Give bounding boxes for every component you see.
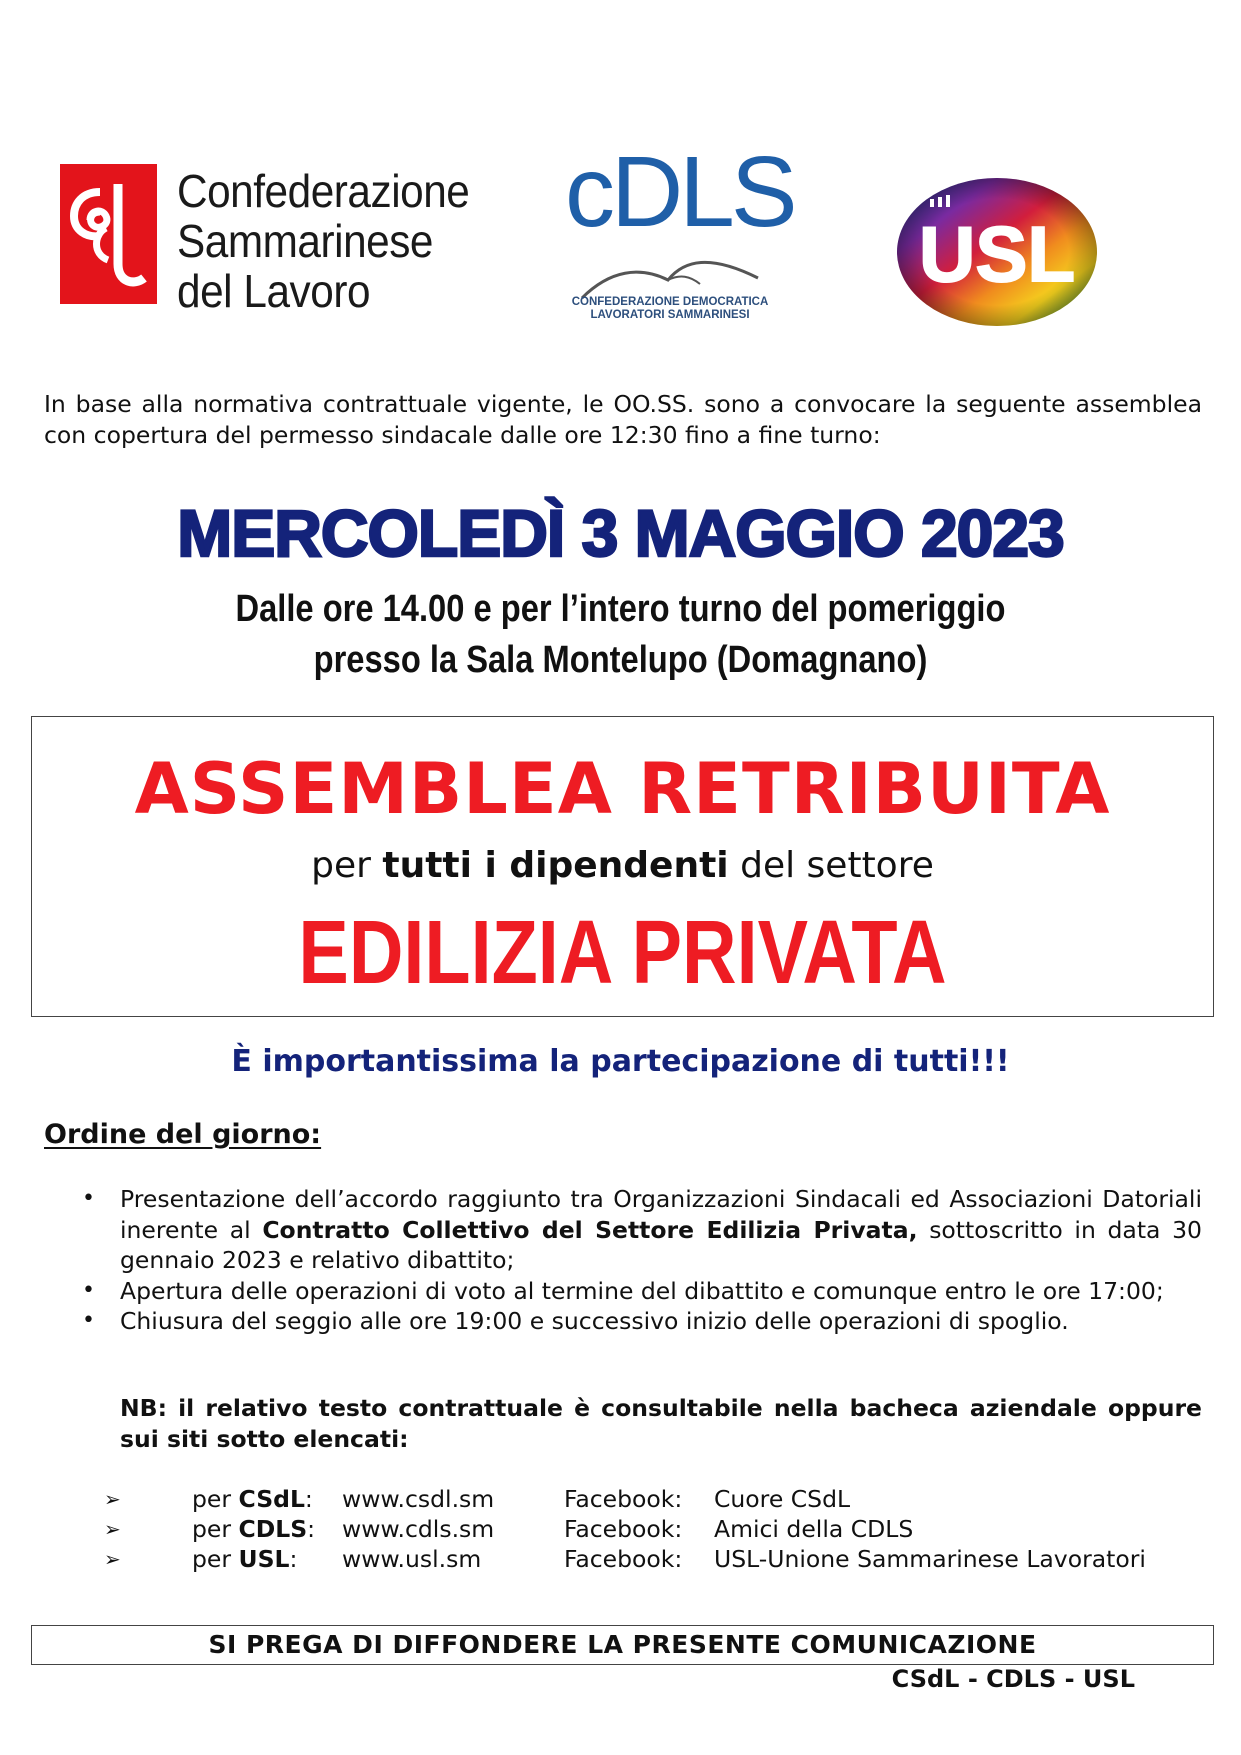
- arrow-bullet-icon: ➢: [104, 1517, 121, 1541]
- csdl-name: [177, 166, 469, 316]
- cdls-wordmark: cDLS: [565, 136, 794, 248]
- cdls-logo: [560, 136, 794, 340]
- usl-wordmark: USL: [919, 210, 1075, 298]
- bullet-icon: •: [82, 1308, 95, 1333]
- assembly-place: presso la Sala Montelupo (Domagnano): [313, 639, 928, 681]
- csdl-logo: [60, 164, 480, 317]
- agenda-item-text: sottoscritto in data 30 gennaio 2023 e relativo dibattito;: [120, 1215, 1203, 1274]
- arrow-bullet-icon: ➢: [104, 1487, 121, 1511]
- cdls-subtitle-line: LAVORATORI SAMMARINESI: [590, 309, 750, 321]
- agenda-item-text: Apertura delle operazioni di voto al termine del dibattito e comunque entro le ore 17:00;: [120, 1276, 1164, 1305]
- bullet-icon: •: [82, 1277, 95, 1303]
- link-facebook-label: Facebook:: [564, 1515, 683, 1543]
- agenda-item: [82, 1306, 1202, 1337]
- banner-subtitle: [32, 844, 1213, 888]
- link-org-prefix: per: [192, 1545, 239, 1573]
- agenda-item: [82, 1184, 1202, 1276]
- arrow-bullet-icon: ➢: [104, 1547, 121, 1571]
- usl-logo: [892, 175, 1102, 330]
- nb-note: NB: il relativo testo contrattuale è consultabile nella bacheca aziendale oppure sui siti sotto elencati:: [120, 1394, 1202, 1453]
- link-facebook-label: Facebook:: [564, 1545, 683, 1573]
- links-list: [104, 1484, 1214, 1574]
- link-row-usl: [104, 1544, 1214, 1574]
- banner-title: ASSEMBLEA RETRIBUITA: [134, 748, 1111, 830]
- assembly-time: Dalle ore 14.00 e per l’intero turno del pomeriggio: [235, 588, 1006, 630]
- intro-paragraph: In base alla normativa contrattuale vigente, le OO.SS. sono a convocare la seguente assemblea con copertura del permesso sindacale dalle ore 12:30 fino a fine turno:: [44, 390, 1202, 449]
- agenda-item-text: Chiusura del seggio alle ore 19:00 e successivo inizio delle operazioni di spoglio.: [120, 1307, 1069, 1335]
- link-website[interactable]: www.csdl.sm: [342, 1485, 495, 1513]
- cdls-arc-icon: [580, 240, 760, 300]
- csdl-name-line: Confederazione: [177, 165, 470, 217]
- link-facebook-page[interactable]: Cuore CSdL: [714, 1485, 851, 1513]
- csdl-emblem-icon: [60, 164, 157, 304]
- banner-subtitle-bold: tutti i dipendenti: [382, 845, 729, 886]
- csdl-name-line: Sammarinese: [177, 215, 434, 267]
- link-org-name: USL: [238, 1545, 290, 1573]
- link-org-name: CDLS: [238, 1515, 308, 1543]
- link-org: per USL:: [192, 1545, 298, 1573]
- assembly-date: MERCOLEDÌ 3 MAGGIO 2023: [177, 496, 1064, 570]
- cdls-subtitle: [560, 296, 780, 322]
- link-org: per CDLS:: [192, 1515, 316, 1543]
- banner-subtitle-pre: per: [311, 845, 383, 886]
- link-facebook-page[interactable]: USL-Unione Sammarinese Lavoratori: [714, 1545, 1146, 1573]
- agenda-item: [82, 1276, 1202, 1307]
- agenda-title: Ordine del giorno:: [44, 1119, 322, 1150]
- cdls-subtitle-line: CONFEDERAZIONE DEMOCRATICA: [571, 296, 769, 308]
- link-row-csdl: [104, 1484, 1214, 1514]
- link-org-prefix: per: [192, 1485, 239, 1513]
- link-website[interactable]: www.usl.sm: [342, 1545, 482, 1573]
- banner-subtitle-post: del settore: [728, 845, 934, 886]
- bullet-icon: •: [82, 1186, 95, 1211]
- link-org: per CSdL:: [192, 1485, 313, 1513]
- agenda-item-text: Presentazione dell’accordo raggiunto tra Organizzazioni Sindacali ed Associazioni Datoriali inerente al: [120, 1185, 1202, 1244]
- agenda-item-bold: Contratto Collettivo del Settore Edilizia Privata,: [262, 1215, 918, 1244]
- link-website[interactable]: www.cdls.sm: [342, 1515, 495, 1543]
- link-facebook-page[interactable]: Amici della CDLS: [714, 1515, 914, 1543]
- signature: CSdL - CDLS - USL: [891, 1665, 1135, 1693]
- footer-notice: SI PREGA DI DIFFONDERE LA PRESENTE COMUNICAZIONE: [31, 1625, 1214, 1665]
- agenda-list: [82, 1184, 1202, 1337]
- link-row-cdls: [104, 1514, 1214, 1544]
- link-org-name: CSdL: [238, 1485, 305, 1513]
- link-facebook-label: Facebook:: [564, 1485, 683, 1513]
- assembly-banner: [31, 716, 1214, 1017]
- csdl-name-line: del Lavoro: [177, 265, 371, 317]
- link-org-prefix: per: [192, 1515, 239, 1543]
- participation-note: È importantissima la partecipazione di tutti!!!: [231, 1044, 1010, 1079]
- banner-sector: EDILIZIA PRIVATA: [298, 903, 947, 1003]
